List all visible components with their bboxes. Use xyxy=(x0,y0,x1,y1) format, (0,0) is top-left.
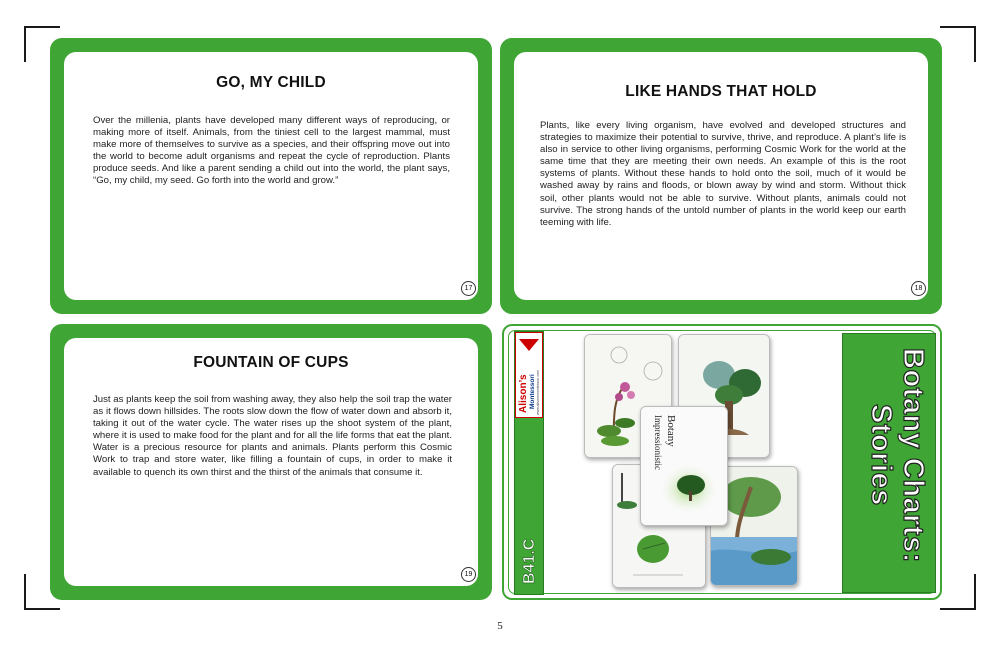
cover-title-box xyxy=(842,333,936,593)
crop-mark-top-left-h xyxy=(24,26,60,28)
card-body: Just as plants keep the soil from washing away, they also help the soil trap the water as it flows down hillsides. The roots slow down the flow of water down and absorb it, taking it out of the water cycle. The water rises up the shoot system of the plant, where it is used to make food for the plant and for all the life forms that eat the plant. Water is a precious resource for plants and animals. Plants perform this Cosmic Work to trap and store water, like filling a fountain of cups, in order to make it available to quench its own thirst and the thirst of the animals that consume it. xyxy=(93,394,452,478)
card-title: FOUNTAIN OF CUPS xyxy=(193,354,349,371)
cover-card xyxy=(502,324,942,600)
card-page-number: 19 xyxy=(461,567,476,582)
card-page-number: 18 xyxy=(911,281,926,296)
card-body: Plants, like every living organism, have evolved and developed structures and strategies to maximize their potential to survive, thrive, and reproduce. A plant’s life is also in service to other living organisms, performing Cosmic Work for the world at the same time that they are meeting their own needs. An example of this is the root systems of plants. Without these hands to hold onto the soil, much of it would be washed away by rains and floods, or blown away by wind and storm. Without thick soil, other plants would not be able to survive. Without plants, animals could not survive. The strong hands of the untold number of plants in the world keep our earth teeming with life. xyxy=(540,120,906,228)
brand-logo-mark xyxy=(519,339,539,351)
cover-title-line1: Botany Charts: xyxy=(897,348,929,563)
card-panel xyxy=(514,52,928,300)
crop-mark-top-right-v xyxy=(974,26,976,62)
mini-card-center-title xyxy=(640,406,728,526)
crop-mark-bottom-right-v xyxy=(974,574,976,610)
card-title: GO, MY CHILD xyxy=(216,74,326,91)
card-title: LIKE HANDS THAT HOLD xyxy=(625,83,817,100)
crop-mark-top-right-h xyxy=(940,26,976,28)
page-number: 5 xyxy=(497,620,503,632)
cover-title-line2: Stories xyxy=(865,404,897,506)
card-body: Over the millenia, plants have developed many different ways of reproducing, or making more of itself. Animals, from the tiniest cell to the largest mammal, must make more of themselves to survive as a species, and their offspring move out into the world to become adult organisms and repeat the cycle of reproduction. Plants produce seeds. And like a parent sending a child out into the world, the plant says, “Go, my child, my seed. Go forth into the world and grow.” xyxy=(93,115,450,187)
crop-mark-bottom-left-h xyxy=(24,608,60,610)
card-panel xyxy=(64,338,478,586)
story-card-like-hands-that-hold xyxy=(500,38,942,314)
crop-mark-bottom-left-v xyxy=(24,574,26,610)
brand-name: Alison’s xyxy=(518,374,529,413)
brand-subname: Montessori xyxy=(529,374,536,409)
card-page-number: 17 xyxy=(461,281,476,296)
center-card-title: Botany xyxy=(665,415,677,447)
story-card-go-my-child xyxy=(50,38,492,314)
crop-mark-top-left-v xyxy=(24,26,26,62)
brand-logo xyxy=(515,332,543,418)
story-card-fountain-of-cups xyxy=(50,324,492,600)
brand-website: www.alisonsmontessori.com xyxy=(536,369,540,415)
crop-mark-bottom-right-h xyxy=(940,608,976,610)
center-card-subtitle: Impressionistic xyxy=(653,415,663,470)
card-panel xyxy=(64,52,478,300)
product-code: B41.C xyxy=(521,538,538,584)
